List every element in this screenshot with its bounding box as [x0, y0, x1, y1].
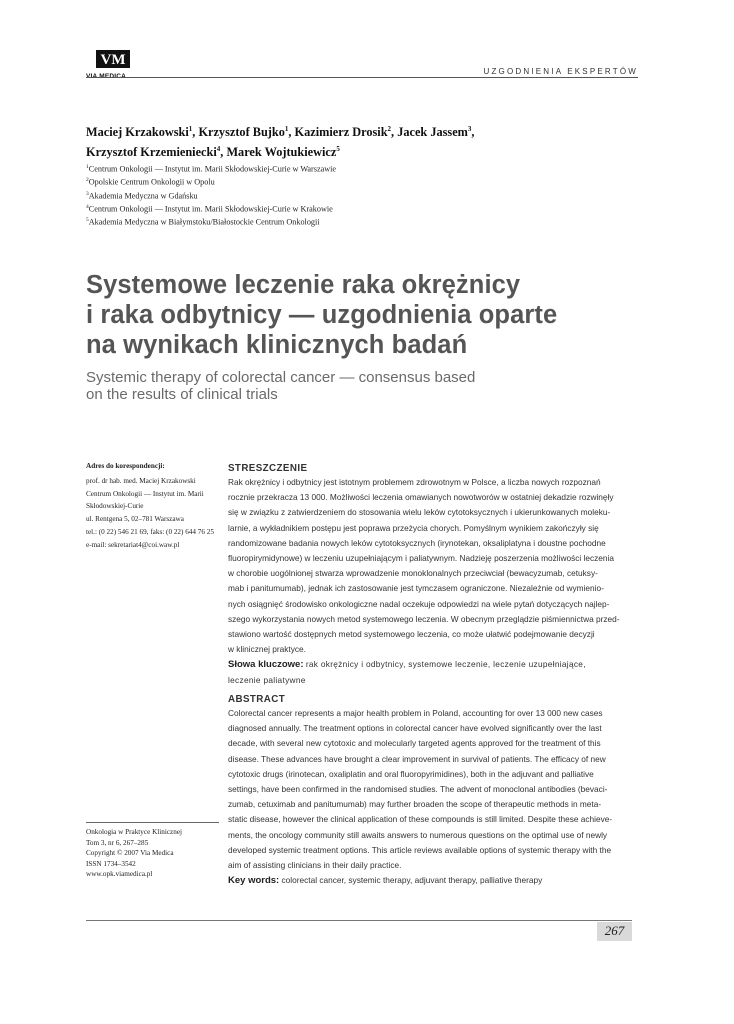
- abstract-body: Colorectal cancer represents a major health problem in Poland, accounting for over 13 000 new cases diagnosed annually. The treatment options in colorectal cancer have evolved significantly over the last decade, with several new cytotoxic and molecularly targeted agents approved for the treatment of this disease. These advances have brought a clear improvement in survival of patients. The efficacy of new cytotoxic drugs (irinotecan, oxaliplatin and oral fluoropyrimidines), both in the adjuvant and palliative settings, have been confirmed in the randomised studies. The advent of monoclonal antibodies (bevaci- zumab, cetuximab and panitumumab) may further broaden the scope of therapeutic methods in meta- static disease, however the clinical application of these compounds is still limited. Despite these achieve- ments, the oncology community still awaits answers to numerous questions on the optimal use of newly developed systemic treatment options. This article reviews available options of systemic therapy with the aim of assisting clinicians in their daily practice. Key words: colorectal cancer, systemic therapy, adjuvant therapy, palliative therapy: [228, 706, 632, 888]
- affiliation: $^2$Opolskie Centrum Onkologii w Opolu: [86, 177, 215, 188]
- journal-url: www.opk.viamedica.pl: [86, 870, 153, 878]
- author: Marek Wojtukiewicz$^5$: [226, 145, 340, 160]
- header-divider: [86, 77, 638, 78]
- abstract-section: [228, 694, 632, 888]
- title-english: Systemic therapy of colorectal cancer — consensus based on the results of clinical trials: [86, 369, 476, 403]
- affiliation: $^5$Akademia Medyczna w Białymstoku/Białostockie Centrum Onkologii: [86, 217, 320, 228]
- footer-divider: [86, 920, 632, 921]
- logo-letters: VM: [100, 52, 126, 68]
- author: Krzysztof Krzemieniecki$^4$,: [86, 145, 227, 160]
- section-label: UZGODNIENIA EKSPERTÓW: [483, 67, 638, 76]
- author: Jacek Jassem$^3$,: [397, 125, 475, 140]
- title-polish: Systemowe leczenie raka okrężnicy i raka odbytnicy — uzgodnienia oparte na wynikach klinicznych badań: [86, 271, 558, 359]
- journal-divider: [86, 822, 219, 823]
- streszczenie-heading: STRESZCZENIE: [228, 463, 308, 474]
- affiliation: $^4$Centrum Onkologii — Instytut im. Marii Skłodowskiej-Curie w Krakowie: [86, 203, 333, 214]
- streszczenie-body: Rak okrężnicy i odbytnicy jest istotnym problemem zdrowotnym w Polsce, a liczba nowych rozpoznań rocznie przekracza 13 000. Możliwości leczenia omawianych nowotworów w ostatniej dekadzie rozwinęły się w związku z zatwierdzeniem do stosowania wielu leków cytotoksycznych i ukierunkowanych moleku- larnie, a wykładnikiem postępu jest poprawa przeżycia chorych. Pomyślnym wynikiem zakończyły się randomizowane badania nowych leków cytotoksycznych (irynotekan, oksaliplatyna i doustne pochodne fluoropirymidynowe) w leczeniu uzupełniającym i paliatywnym. Nadzieję poszerzenia możliwości leczenia w chorobie uogólnionej stwarza wprowadzenie monoklonalnych przeciwciał (bewacyzumab, cetuksy- mab i panitumumab), jednak ich zastosowanie jest tymczasem ograniczone. Niezależnie od wymienio- nych osiągnięć środowisko onkologiczne nadal oczekuje odpowiedzi na wiele pytań dotyczących najlep- szego wykorzystania nowych metod systemowego leczenia. W obecnym przeglądzie piśmiennictwa przed- stawiono wartość dostępnych metod systemowego leczenia, co może ułatwić podejmowanie decyzji w klinicznej praktyce.: [228, 477, 620, 655]
- journal-info: Onkologia w Praktyce Klinicznej Tom 3, nr 6, 267–285 Copyright © 2007 Via Medica ISSN 1734–3542 www.opk.viamedica.pl: [86, 827, 221, 880]
- author: Kazimierz Drosik$^2$,: [294, 125, 398, 140]
- abstract-keywords: Key words: colorectal cancer, systemic therapy, adjuvant therapy, palliative therapy: [228, 875, 543, 887]
- correspondence-heading: Adres do korespondencji:: [86, 462, 165, 470]
- email: e-mail: sekretariat4@coi.waw.pl: [86, 540, 180, 549]
- author-list: [86, 121, 606, 161]
- publisher-logo: [86, 50, 140, 80]
- via-medica-logo-icon: [96, 50, 130, 68]
- streszczenie-keywords: Słowa kluczowe: rak okrężnicy i odbytnicy, systemowe leczenie, leczenie uzupełniające, leczenie paliatywne: [228, 659, 586, 685]
- page-number: 267: [604, 923, 625, 938]
- affiliation: $^1$Centrum Onkologii — Instytut im. Marii Skłodowskiej-Curie w Warszawie: [86, 164, 337, 174]
- affiliation-list: [86, 162, 486, 229]
- author: Krzysztof Bujko$^1$,: [198, 125, 295, 140]
- abstract-heading: ABSTRACT: [228, 694, 286, 705]
- author: Maciej Krzakowski$^1$,: [86, 125, 199, 140]
- correspondence-address: Adres do korespondencji: prof. dr hab. med. Maciej Krzakowski Centrum Onkologii — Instytut im. Marii Skłodowskiej-Curie ul. Rentgena 5, 02–781 Warszawa tel.: (0 22) 546 21 69, faks: (0 22) 644 76 25 e-mail: sekretariat4@coi.waw.pl: [86, 460, 221, 552]
- affiliation: $^3$Akademia Medyczna w Gdańsku: [86, 190, 198, 201]
- streszczenie-section: [228, 463, 632, 688]
